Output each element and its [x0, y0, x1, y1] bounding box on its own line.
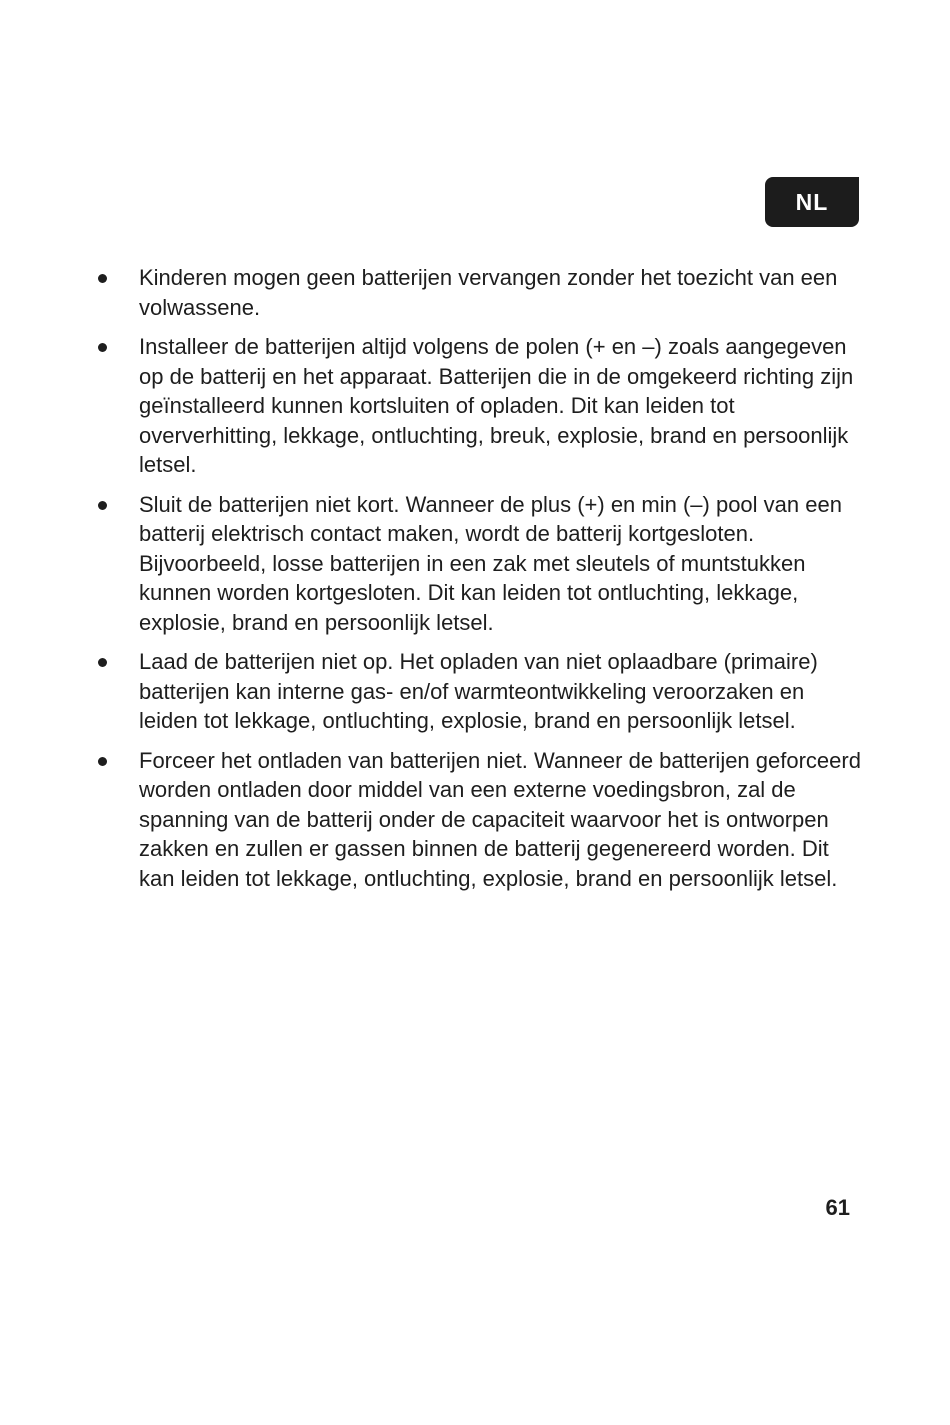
list-item-text: Laad de batterijen niet op. Het opladen van niet oplaadbare (primaire) batterijen kan interne gas- en/of warmteontwikkeling veroorzaken en leiden tot lekkage, ontluchting, explosie, brand en persoonlijk letsel.	[139, 649, 818, 733]
list-item	[88, 647, 868, 736]
list-item	[88, 490, 868, 638]
list-item-text: Kinderen mogen geen batterijen vervangen zonder het toezicht van een volwassene.	[139, 265, 838, 320]
bullet-icon	[98, 274, 107, 283]
bullet-icon	[98, 658, 107, 667]
list-item	[88, 332, 868, 480]
list-item	[88, 263, 868, 322]
bullet-list	[88, 263, 868, 893]
language-tab-label: NL	[795, 188, 829, 215]
bullet-icon	[98, 501, 107, 510]
bullet-icon	[98, 343, 107, 352]
list-item-text: Forceer het ontladen van batterijen niet. Wanneer de batterijen geforceerd worden ontladen door middel van een externe voedingsbron, zal de spanning van de batterij onder de capaciteit waarvoor het is ontworpen zakken en zullen er gassen binnen de batterij gegenereerd worden. Dit kan leiden tot lekkage, ontluchting, explosie, brand en persoonlijk letsel.	[139, 747, 861, 891]
bullet-icon	[98, 757, 107, 766]
safety-instructions	[88, 263, 868, 903]
page-number: 61	[825, 1195, 850, 1220]
language-tab	[765, 177, 859, 227]
list-item-text: Sluit de batterijen niet kort. Wanneer de plus (+) en min (–) pool van een batterij elektrisch contact maken, wordt de batterij kortgesloten. Bijvoorbeeld, losse batterijen in een zak met sleutels of muntstukken kunnen worden kortgesloten. Dit kan leiden tot ontluchting, lekkage, explosie, brand en persoonlijk letsel.	[139, 491, 842, 635]
list-item-text: Installeer de batterijen altijd volgens de polen (+ en –) zoals aangegeven op de batterij en het apparaat. Batterijen die in de omgekeerd richting zijn geïnstalleerd kunnen kortsluiten of opladen. Dit kan leiden tot oververhitting, lekkage, ontluchting, breuk, explosie, brand en persoonlijk letsel.	[139, 334, 854, 477]
list-item	[88, 746, 868, 894]
